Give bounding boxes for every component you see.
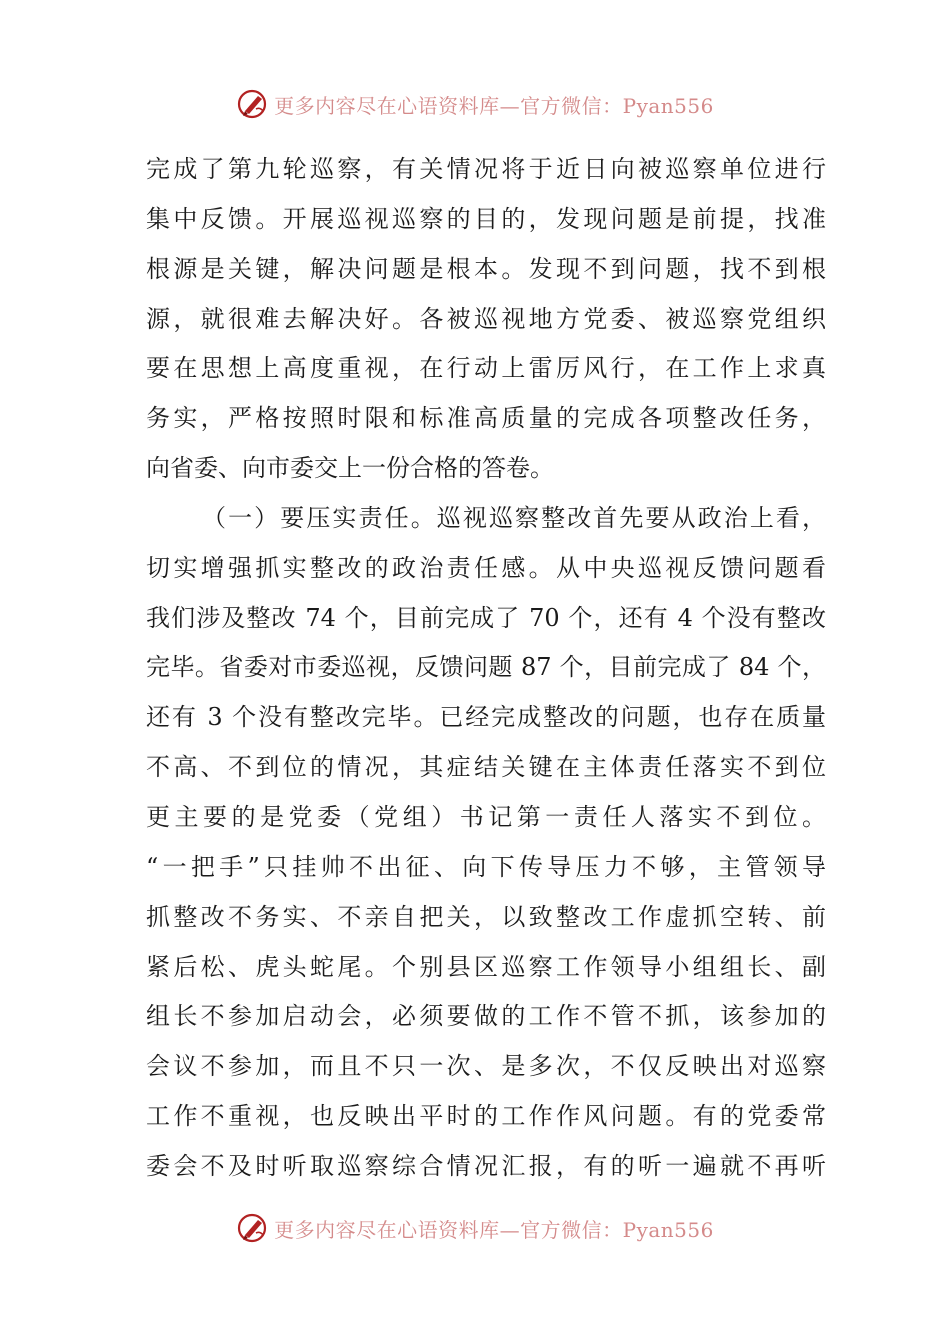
section-heading-line: （一）要压实责任。巡视巡察整改首先要从政治上看， (202, 503, 826, 532)
body-line: 向省委、向市委交上一份合格的答卷。 (146, 454, 554, 483)
body-line: 集中反馈。开展巡视巡察的目的，发现问题是前提，找准 (146, 204, 826, 233)
document-body (146, 145, 826, 1192)
pen-seal-icon (236, 1211, 270, 1245)
watermark-text: 更多内容尽在心语资料库—官方微信：Pyan556 (274, 93, 714, 118)
body-line: 完毕。省委对市委巡视，反馈问题 87 个，目前完成了 84 个， (146, 653, 826, 682)
watermark-text: 更多内容尽在心语资料库—官方微信：Pyan556 (274, 1217, 714, 1242)
body-line: 紧后松、虎头蛇尾。个别县区巡察工作领导小组组长、副 (146, 952, 826, 981)
body-line: 要在思想上高度重视，在行动上雷厉风行，在工作上求真 (146, 354, 826, 383)
body-line: 会议不参加，而且不只一次、是多次，不仅反映出对巡察 (146, 1052, 826, 1081)
footer-watermark (0, 1206, 950, 1250)
pen-seal-icon (236, 87, 270, 121)
body-line: 源，就很难去解决好。各被巡视地方党委、被巡察党组织 (146, 304, 826, 333)
body-line: 工作不重视，也反映出平时的工作作风问题。有的党委常 (146, 1102, 826, 1131)
body-line: 更主要的是党委（党组）书记第一责任人落实不到位。 (146, 802, 826, 831)
body-line: 务实，严格按照时限和标准高质量的完成各项整改任务， (146, 404, 826, 433)
body-line: 委会不及时听取巡察综合情况汇报，有的听一遍就不再听 (146, 1151, 826, 1180)
body-line: 不高、不到位的情况，其症结关键在主体责任落实不到位 (146, 753, 826, 782)
body-line: 切实增强抓实整改的政治责任感。从中央巡视反馈问题看 (146, 553, 826, 582)
header-watermark (0, 82, 950, 126)
body-line: 根源是关键，解决问题是根本。发现不到问题，找不到根 (146, 254, 826, 283)
body-line: 抓整改不务实、不亲自把关，以致整改工作虚抓空转、前 (146, 902, 826, 931)
body-line: 我们涉及整改 74 个，目前完成了 70 个，还有 4 个没有整改 (146, 603, 826, 632)
body-line: 完成了第九轮巡察，有关情况将于近日向被巡察单位进行 (146, 155, 826, 183)
body-line: 组长不参加启动会，必须要做的工作不管不抓，该参加的 (146, 1002, 826, 1031)
body-line: “一把手”只挂帅不出征、向下传导压力不够，主管领导 (146, 852, 826, 881)
body-line: 还有 3 个没有整改完毕。已经完成整改的问题，也存在质量 (146, 703, 826, 732)
